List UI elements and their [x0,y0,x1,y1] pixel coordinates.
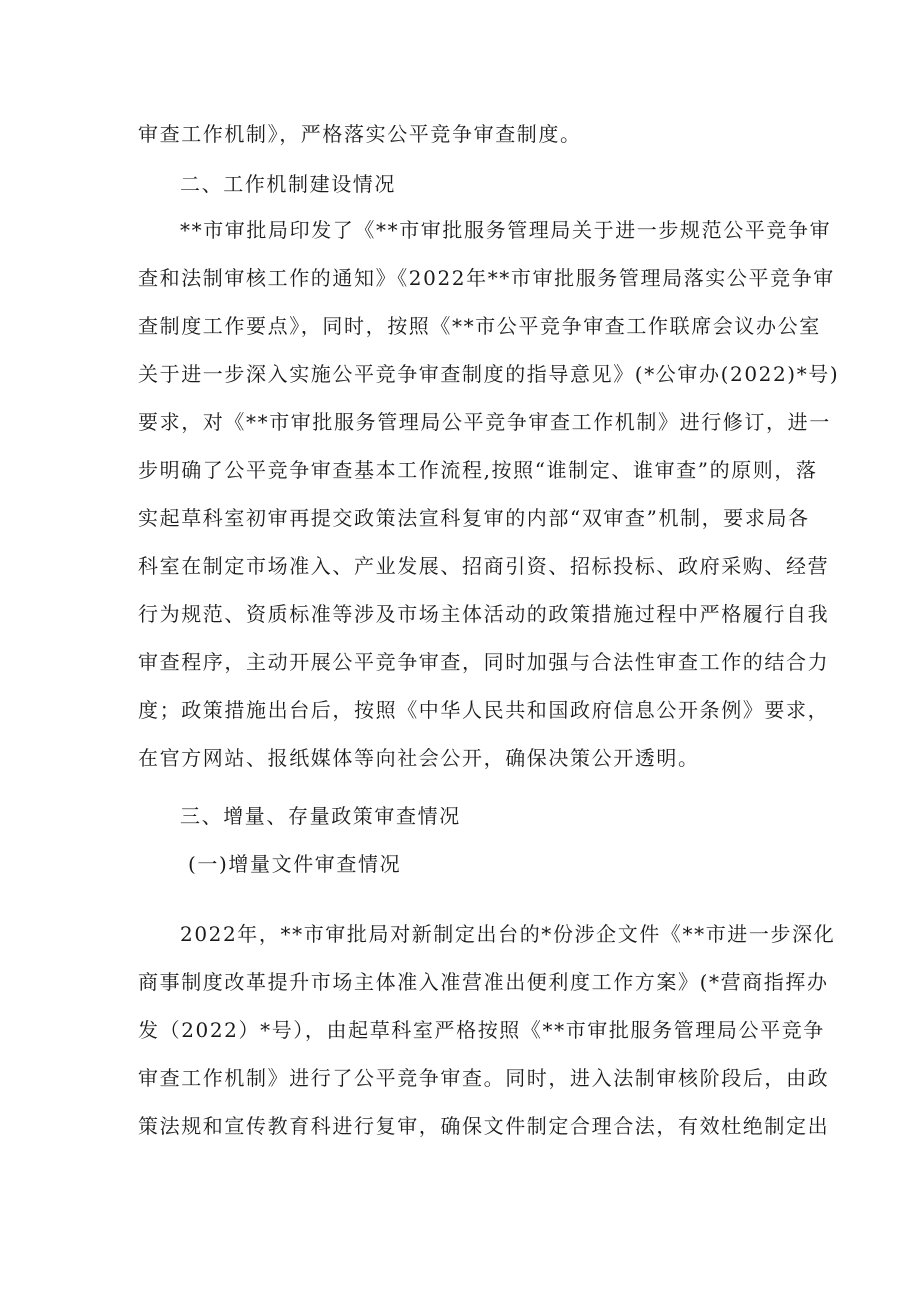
section-heading: 二、工作机制建设情况 [180,172,396,196]
text-line: 发（2022）*号），由起草科室严格按照《**市审批服务管理局公平竞争 [138,1018,825,1042]
text-line: 审查程序，主动开展公平竞争审查，同时加强与合法性审查工作的结合力 [138,650,830,674]
text-line: 科室在制定市场准入、产业发展、招商引资、招标投标、政府采购、经营 [138,554,830,578]
text-line: 步明确了公平竞争审查基本工作流程,按照“谁制定、谁审查”的原则，落 [138,458,818,482]
text-line: 行为规范、资质标准等涉及市场主体活动的政策措施过程中严格履行自我 [138,602,830,626]
text-line: 实起草科室初审再提交政策法宣科复审的内部“双审查”机制，要求局各 [138,506,810,530]
text-line: **市审批局印发了《**市审批服务管理局关于进一步规范公平竞争审 [180,218,832,242]
text-line: 策法规和宣传教育科进行复审，确保文件制定合理合法，有效杜绝制定出 [138,1114,830,1138]
text-line: 查制度工作要点》，同时，按照《**市公平竞争审查工作联席会议办公室 [138,314,821,338]
text-line: 2022年，**市审批局对新制定出台的*份涉企文件《**市进一步深化 [180,922,836,946]
text-line: 审查工作机制》，严格落实公平竞争审查制度。 [138,122,582,146]
subsection-heading: (一)增量文件审查情况 [188,852,402,876]
section-heading: 三、增量、存量政策审查情况 [180,804,461,828]
text-line: 审查工作机制》进行了公平竞争审查。同时，进入法制审核阶段后，由政 [138,1066,830,1090]
text-line: 商事制度改革提升市场主体准入准营准出便利度工作方案》(*营商指挥办 [138,970,829,994]
text-line: 关于进一步深入实施公平竞争审查制度的指导意见》(*公审办(2022)*号) [138,362,840,386]
text-line: 度；政策措施出台后，按照《中华人民共和国政府信息公开条例》要求， [138,698,830,722]
text-line: 要求，对《**市审批服务管理局公平竞争审查工作机制》进行修订，进一 [138,410,831,434]
text-line: 查和法制审核工作的通知》《2022年**市审批服务管理局落实公平竞争审 [138,266,835,290]
text-line: 在官方网站、报纸媒体等向社会公开，确保决策公开透明。 [138,746,700,770]
